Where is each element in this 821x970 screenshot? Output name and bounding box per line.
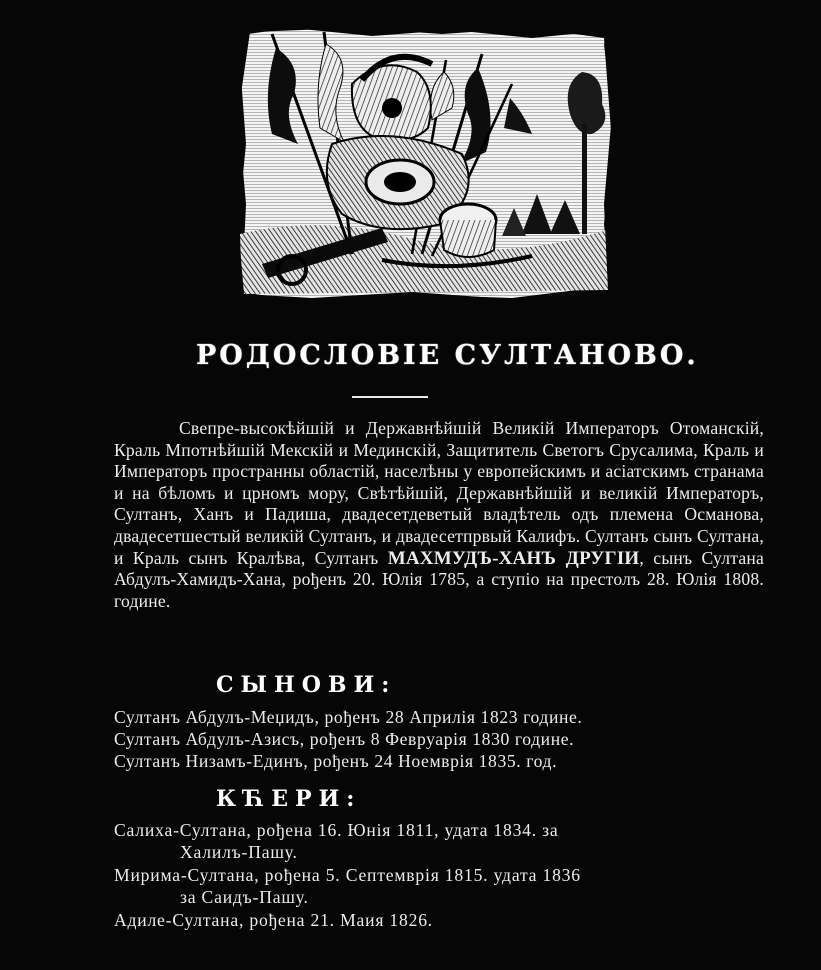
sultan-name: МАХМУДЪ-ХАНЪ ДРУГІИ bbox=[387, 547, 640, 569]
daughter-entry: Мирима-Султана, рођена 5. Септемврія 1815. удата 1836 bbox=[114, 865, 581, 885]
titles-text: Свепре-высокѣйшій и Державнѣйшій Великій Императоръ Отоманскій, Краль Мпотнѣйшій Мекскій и Мединскій, Защититель Светогъ Срусалима, Краль и Императоръ пространны областій, населѣны у европейскимъ и асіатскимъ странама и на бѣломъ и црномъ мору, Свѣтѣйшій, Державнѣйшій и великій Императоръ, Султанъ, Ханъ и Падиша, двадесетдеветый владѣтель одъ племена Османова, двадесетшестый великій Султанъ, и двадесетпрвый Калифъ. Султанъ сынъ Султана, и Краль сынъ Кралѣва, Султанъ bbox=[114, 418, 764, 568]
title-divider bbox=[352, 396, 428, 398]
daughters-heading: КЋЕРИ: bbox=[216, 786, 362, 812]
daughters-list bbox=[114, 820, 769, 932]
daughter-entry: Адиле-Султана, рођена 21. Маия 1826. bbox=[114, 910, 434, 930]
page-title: РОДОСЛОВІЕ СУЛТАНОВО. bbox=[196, 340, 699, 371]
daughter-entry: Салиха-Султана, рођена 16. Юнія 1811, удата 1834. за bbox=[114, 820, 559, 840]
daughter-entry-continuation: за Саидъ-Пашу. bbox=[180, 886, 309, 907]
sons-list bbox=[114, 706, 769, 772]
daughter-entry-continuation: Халилъ-Пашу. bbox=[180, 841, 298, 862]
son-entry: Султанъ Абдулъ-Азисъ, рођенъ 8 Февруарія 1830 године. bbox=[114, 729, 575, 749]
son-entry: Султанъ Низамъ-Единъ, рођенъ 24 Ноемврія 1835. год. bbox=[114, 751, 558, 771]
sultan-titles-paragraph bbox=[114, 418, 764, 612]
sons-heading: СЫНОВИ: bbox=[216, 672, 397, 698]
military-trophy-engraving-icon bbox=[232, 24, 616, 302]
birth-accession-text: , сынъ Султана Абдулъ-Хамидъ-Хана, рођенъ 20. Юлія 1785, а ступіо на престолъ 28. Юлія 1808. године. bbox=[114, 547, 764, 611]
son-entry: Султанъ Абдулъ-Меџидъ, рођенъ 28 Априлія 1823 године. bbox=[114, 707, 583, 727]
